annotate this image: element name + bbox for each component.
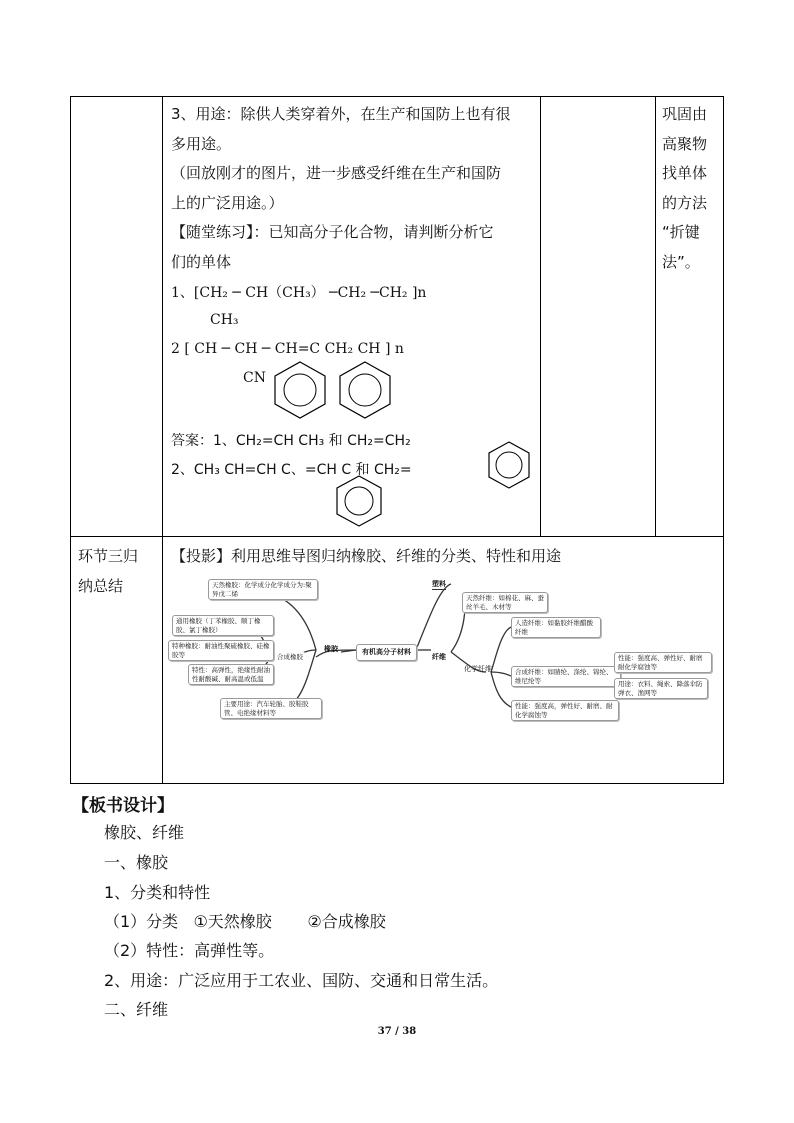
answer-line-2: 2、CH₃ CH=CH C、=CH C 和 CH₂= [171,462,412,478]
mm-fiber-artificial: 人造纤维：如黏胶纤维醋酸纤维 [511,617,601,638]
purpose-line: 找单体 [662,164,708,182]
content-line: 3、用途：除供人类穿着外，在生产和国防上也有很 [171,105,511,123]
board-line: （2）特性：高弹性等。 [104,941,275,960]
benzene-ring-icon [334,474,384,528]
mm-center-node: 有机高分子材料 [356,644,417,661]
mm-rubber-use: 主要用途：汽车轮胎、胶鞋胶管、电绝缘材料等 [220,698,322,719]
content-line: （回放刚才的图片，进一步感受纤维在生产和国防 [171,164,502,182]
content-line: 【随堂练习】：已知高分子化合物，请判断分析它 [171,223,494,241]
formula-1: 1、[CH₂ ─ CH（CH₃） ─CH₂ ─CH₂ ]n [171,285,427,301]
page-number: 37 / 38 [377,1026,417,1037]
content-line: 多用途。 [171,134,232,153]
content-line: 们的单体 [171,252,232,271]
mm-rubber-property: 特性：高弹性，绝缘性耐油性耐酸碱、耐高温或低温 [188,664,274,685]
mm-branch-plastic: 塑料 [432,580,446,588]
purpose-line: 巩固由 [662,105,708,123]
board-line: （1）分类 ①天然橡胶 ②合成橡胶 [104,912,386,931]
answer-line-1: 答案：1、CH₂=CH CH₃ 和 CH₂=CH₂ [171,433,411,449]
table-border-mid [70,536,724,537]
board-line: 2、用途：广泛应用于工农业、国防、交通和日常生活。 [104,971,499,990]
formula-2-main: 2 [ CH ─ CH ─ CH=C CH₂ CH ] n [171,341,404,357]
formula-2-top: CH₃ [210,312,239,328]
purpose-line: 高聚物 [662,134,708,153]
board-line: 二、纤维 [104,1000,169,1019]
mm-rubber-special: 特种橡胶：耐油性聚硫橡胶、硅橡胶等 [168,640,274,661]
benzene-ring-icon [337,360,393,420]
mind-map [166,572,722,780]
stage-line: 环节三归 [78,547,139,565]
row1-content [171,100,539,277]
projection-text: 【投影】利用思维导图归纳橡胶、纤维的分类、特性和用途 [171,547,562,565]
purpose-line: 的方法 [662,193,708,212]
benzene-ring-icon [272,360,328,420]
mm-fiber-property: 性能：强度高，弹性好、耐磨、耐化学腐蚀等 [511,700,619,721]
table-col-divider-3 [655,96,656,537]
row2-stage [78,542,158,601]
table-col-divider-2 [540,96,541,537]
row1-purpose [662,100,720,277]
content-line: 上的广泛用途。） [171,193,284,212]
stage-line: 纳总结 [78,576,124,595]
mm-fiber-natural: 天然纤维：如棉花、麻、蚕丝羊毛、木材等 [462,592,548,613]
mm-rubber-natural: 天然橡胶：化学成分化学成分为:聚异戊二烯 [208,579,318,600]
formula-2-sub: CN [243,370,266,386]
mm-fiber-syn-use: 用途：衣料、绳索、降落伞防弹衣、渔网等 [614,678,708,699]
mm-rubber-synthetic: 合成橡胶 [274,652,306,663]
board-line: 1、分类和特性 [104,883,211,902]
mm-branch-fiber: 纤维 [432,653,446,661]
purpose-line: “折键 [662,223,700,241]
board-line: 橡胶、纤维 [104,823,185,842]
mm-fiber-syn-property: 性能：强度高、弹性好、耐磨耐化学腐蚀等 [614,652,712,673]
mm-rubber-general: 通用橡胶（丁苯橡胶、顺丁橡胶、氯丁橡胶） [172,615,274,636]
table-border-left [70,96,71,784]
mm-fiber-synthetic: 合成纤维：如腈纶、涤纶、锦纶、维尼纶等 [511,666,621,687]
table-border-top [70,96,724,97]
mm-branch-rubber: 橡胶 [324,645,338,653]
table-border-bottom [70,783,724,784]
board-line: 一、橡胶 [104,853,169,872]
benzene-ring-icon [486,440,532,490]
purpose-line: 法”。 [662,252,700,271]
board-design-title: 【板书设计】 [72,796,174,816]
mm-fiber-chemical: 化学纤维 [464,665,492,673]
table-border-right [723,96,724,784]
table-col-divider-1 [162,96,163,784]
